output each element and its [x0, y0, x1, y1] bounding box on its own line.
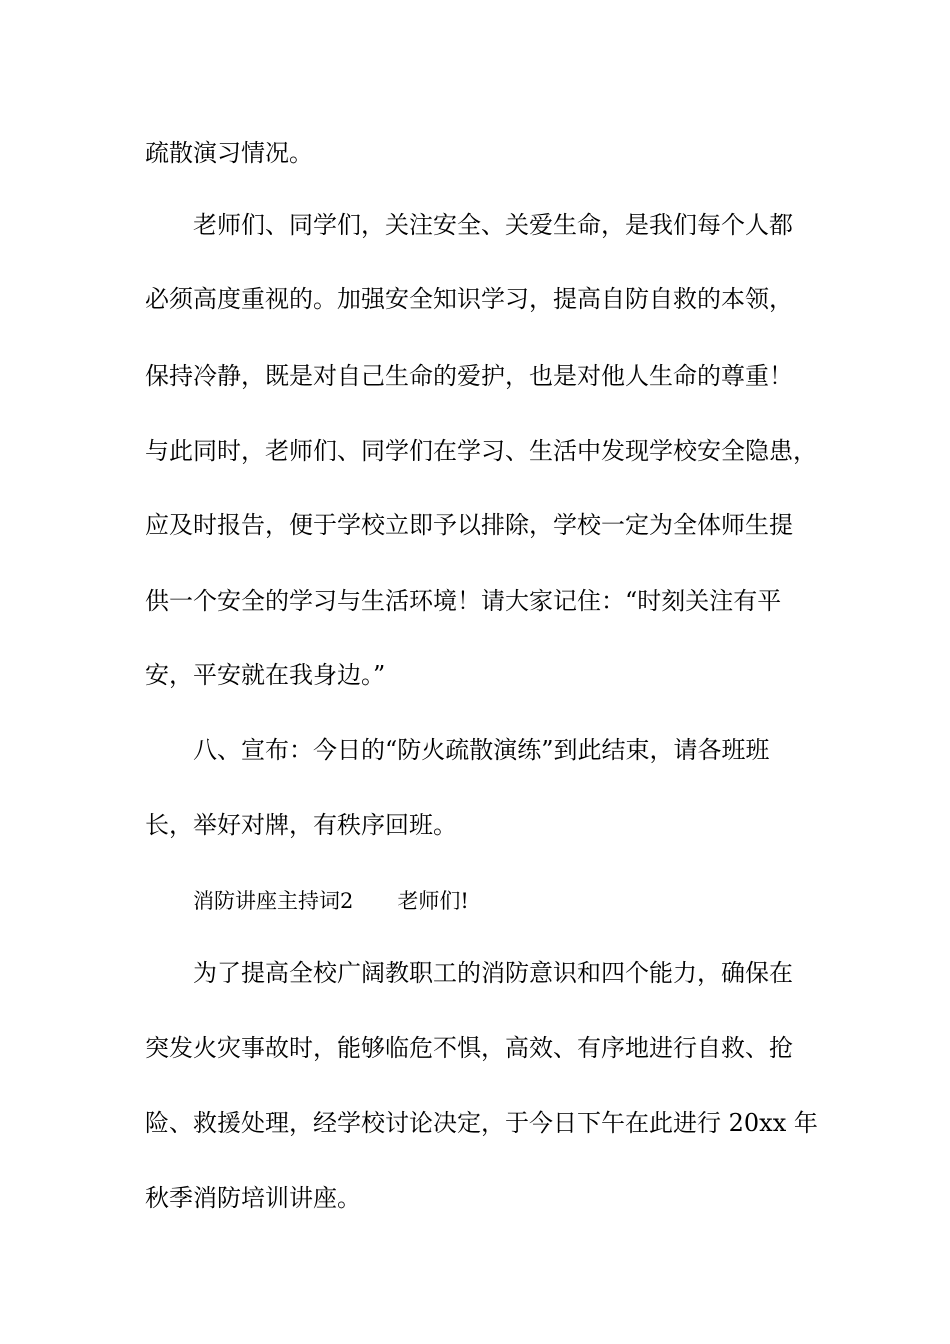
- paragraph-line: 为了提高全校广阔教职工的消防意识和四个能力，确保在: [193, 959, 793, 987]
- section-heading: [193, 886, 469, 916]
- paragraph-line: 保持冷静，既是对自己生命的爱护，也是对他人生命的尊重！: [145, 362, 793, 390]
- heading-title: 消防讲座主持词2: [193, 889, 354, 913]
- paragraph-line: 安，平安就在我身边。”: [145, 661, 386, 689]
- paragraph-line: 八、宣布：今日的“防火疏散演练”到此结束，请各班班: [193, 736, 770, 764]
- paragraph-line: 老师们、同学们，关注安全、关爱生命，是我们每个人都: [193, 211, 793, 239]
- paragraph-line: 长，举好对牌，有秩序回班。: [145, 811, 457, 839]
- paragraph-line: 供一个安全的学习与生活环境！请大家记住：“时刻关注有平: [145, 587, 782, 615]
- paragraph-line: 突发火灾事故时，能够临危不惧，高效、有序地进行自救、抢: [145, 1034, 793, 1062]
- paragraph-line: 疏散演习情况。: [145, 139, 313, 167]
- paragraph-line: 应及时报告，便于学校立即予以排除，学校一定为全体师生提: [145, 511, 793, 539]
- heading-greeting: 老师们!: [397, 889, 469, 913]
- paragraph-line: 与此同时，老师们、同学们在学习、生活中发现学校安全隐患，: [145, 437, 817, 465]
- paragraph-line: 秋季消防培训讲座。: [145, 1184, 361, 1212]
- paragraph-line: 险、救援处理，经学校讨论决定，于今日下午在此进行 20xx 年: [145, 1109, 818, 1137]
- paragraph-line: 必须高度重视的。加强安全知识学习，提高自防自救的本领，: [145, 285, 793, 313]
